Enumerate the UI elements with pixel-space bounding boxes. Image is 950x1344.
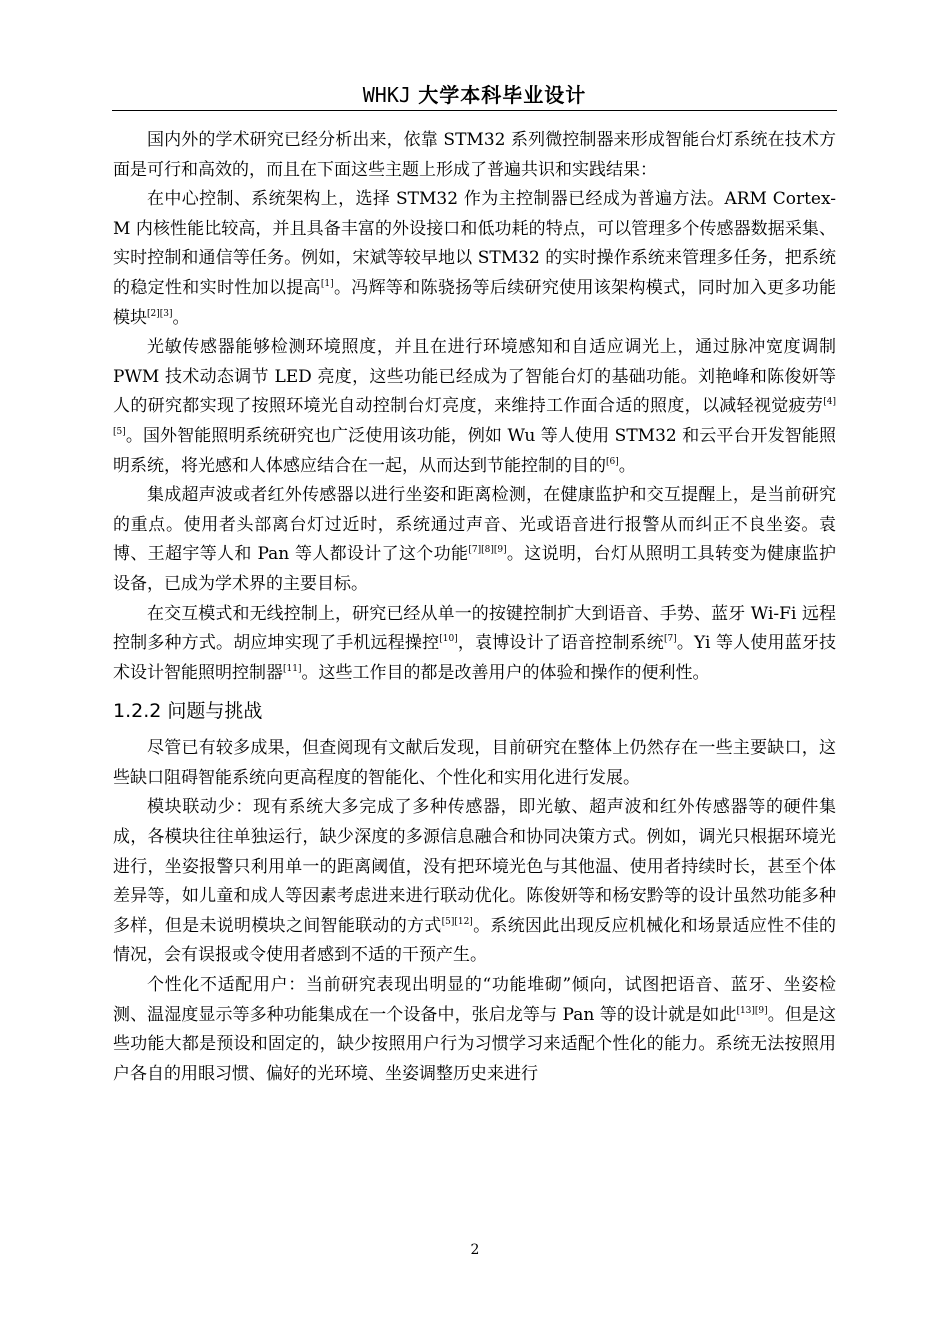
paragraph-text: 。 <box>172 307 190 328</box>
citation: [13][9] <box>736 1005 768 1016</box>
paragraph-text: 。这些工作目的都是改善用户的体验和操作的便利性。 <box>301 662 710 683</box>
citation: [5][12] <box>441 916 473 927</box>
paragraph <box>113 971 836 1089</box>
paragraph-group-2 <box>113 734 836 1089</box>
section-heading: 1.2.2 问题与挑战 <box>113 700 263 723</box>
citation: [4][5] <box>113 397 836 437</box>
paragraph <box>113 734 836 793</box>
header-title: 大学本科毕业设计 <box>418 83 587 107</box>
paragraph-text: 。国外智能照明系统研究也广泛使用该功能，例如 Wu 等人使用 STM32 和云平台开发智能照明系统，将光感和人体感应结合在一起，从而达到节能控制的目的 <box>113 425 836 476</box>
paragraph-text: 个性化不适配用户：当前研究表现出明显的“功能堆砌”倾向，试图把语音、蓝牙、坐姿检测、温湿度显示等多种功能集成在一个设备中，张启龙等与 Pan 等的设计就是如此 <box>113 975 836 1025</box>
paragraph-group-1 <box>113 126 836 688</box>
paragraph-text: 。 <box>618 455 636 476</box>
citation: [10] <box>439 634 458 645</box>
page-number: 2 <box>470 1242 480 1258</box>
paragraph-text: 光敏传感器能够检测环境照度，并且在进行环境感知和自适应调光上，通过脉冲宽度调制 PWM 技术动态调节 LED 亮度，这些功能已经成为了智能台灯的基础功能。刘艳峰和陈俊妍等人的研究都实现了按照环境光自动控制台灯亮度，来维持工作面合适的照度，以减轻视觉疲劳 <box>113 337 836 417</box>
paragraph-text: 在交互模式和无线控制上，研究已经从单一的按键控制扩大到语音、手势、蓝牙 Wi-Fi 远程控制多种方式。胡应坤实现了手机远程操控 <box>113 603 836 654</box>
paragraph-text: 尽管已有较多成果，但查阅现有文献后发现，目前研究在整体上仍然存在一些主要缺口，这些缺口阻碍智能系统向更高程度的智能化、个性化和实用化进行发展。 <box>113 738 836 788</box>
citation: [6] <box>606 456 619 467</box>
paragraph-text: 。冯辉等和陈骁扬等后续研究使用该架构模式，同时加入更多功能模块 <box>113 277 837 328</box>
paragraph-text: ，袁博设计了语音控制系统 <box>457 633 664 654</box>
citation: [7][8][9] <box>468 545 507 556</box>
body-text <box>113 126 836 1089</box>
paragraph-text: 。Yi 等人使用蓝牙技术设计智能照明控制器 <box>113 633 837 683</box>
page-header <box>112 80 837 111</box>
paragraph <box>113 793 836 971</box>
paragraph <box>113 600 836 689</box>
paragraph-text: 模块联动少：现有系统大多完成了多种传感器，即光敏、超声波和红外传感器等的硬件集成，各模块往往单独运行，缺少深度的多源信息融合和协同决策方式。例如，调光只根据环境光进行，坐姿报警只利用单一的距离阈值，没有把环境光色与其他温、使用者持续时长，甚至个体差异等，如儿童和成人等因素考虑进来进行联动优化。陈俊妍等和杨安黔等的设计虽然功能多种多样，但是未说明模块之间智能联动的方式 <box>113 797 836 936</box>
citation: [2][3] <box>147 308 173 319</box>
paragraph-text: 。系统因此出现反应机械化和场景适应性不佳的情况，会有误报或令使用者感到不适的干预产生。 <box>113 915 837 966</box>
paragraph-text: 。但是这些功能大都是预设和固定的，缺少按照用户行为习惯学习来适配个性化的能力。系统无法按照用户各自的用眼习惯、偏好的光环境、坐姿调整历史来进行 <box>113 1004 836 1084</box>
paragraph <box>113 481 836 599</box>
paragraph <box>113 185 836 333</box>
citation: [1] <box>320 278 334 289</box>
paragraph <box>113 333 836 481</box>
paragraph-text: 。这说明，台灯从照明工具转变为健康监护设备，已成为学术界的主要目标。 <box>113 544 836 594</box>
paragraph <box>113 126 836 185</box>
citation: [7] <box>663 634 677 645</box>
paragraph-text: 集成超声波或者红外传感器以进行坐姿和距离检测，在健康监护和交互提醒上，是当前研究的重点。使用者头部离台灯过近时，系统通过声音、光或语音进行报警从而纠正不良坐姿。袁博、王超宇等人和 Pan 等人都设计了这个功能 <box>113 485 836 565</box>
paragraph-text: 国内外的学术研究已经分析出来，依靠 STM32 系列微控制器来形成智能台灯系统在技术方面是可行和高效的，而且在下面这些主题上形成了普遍共识和实践结果： <box>113 130 836 180</box>
citation: [11] <box>283 663 302 674</box>
paragraph-text: 在中心控制、系统架构上，选择 STM32 作为主控制器已经成为普遍方法。ARM Cortex-M 内核性能比较高，并且具备丰富的外设接口和低功耗的特点，可以管理多个传感器数据采集、实时控制和通信等任务。例如，宋斌等较早地以 STM32 的实时操作系统来管理多任务，把系统的稳定性和实时性加以提高 <box>113 189 836 298</box>
header-code: WHKJ <box>362 83 411 107</box>
